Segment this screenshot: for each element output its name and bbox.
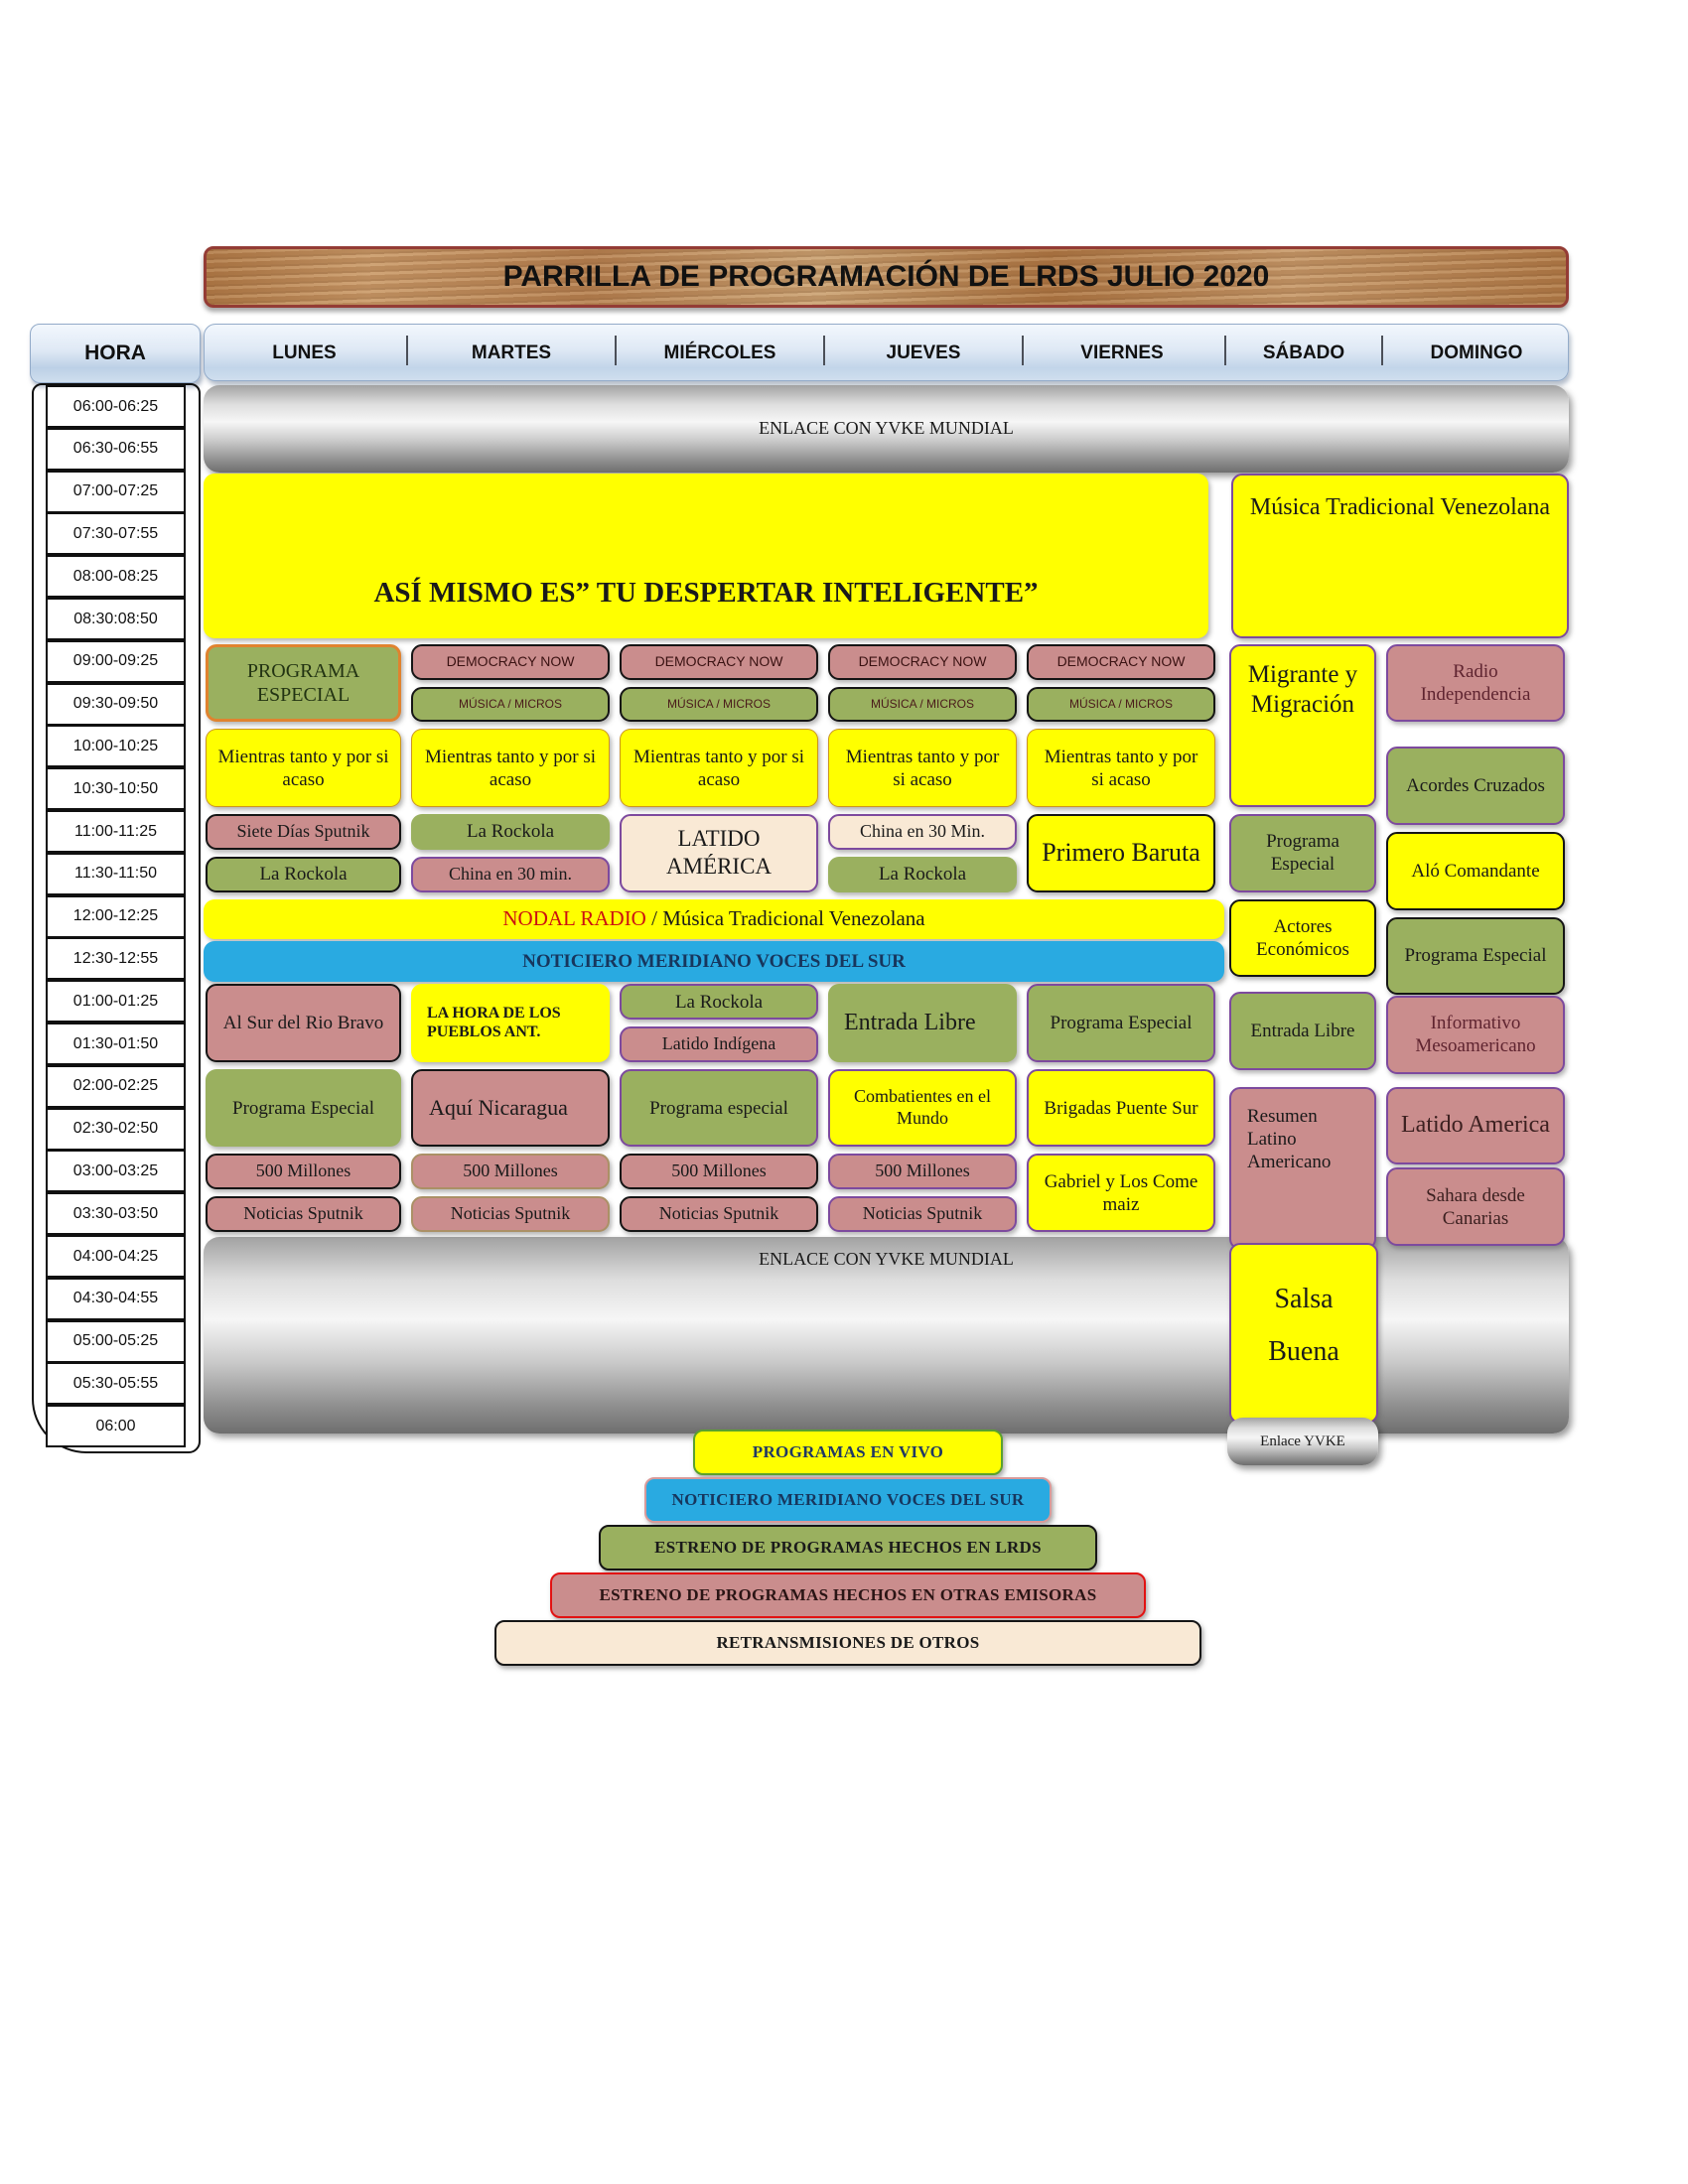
time-slot: 01:30-01:50 (46, 1023, 186, 1065)
mientras-tanto-mar: Mientras tanto y por si acaso (411, 729, 610, 807)
musica-micros-mie: MÚSICA / MICROS (620, 687, 818, 723)
day-header-lunes: LUNES (272, 342, 337, 363)
programa-especial-lun: PROGRAMA ESPECIAL (206, 644, 401, 723)
musica-micros-jue: MÚSICA / MICROS (828, 687, 1017, 723)
noticias-sputnik-mie: Noticias Sputnik (620, 1196, 818, 1232)
mientras-tanto-vie: Mientras tanto y por si acaso (1027, 729, 1215, 807)
mientras-tanto-lun: Mientras tanto y por si acaso (206, 729, 401, 807)
china-en-30-min-mar: China en 30 min. (411, 857, 610, 892)
resumen-latino-americano-sab: Resumen Latino Americano (1229, 1087, 1376, 1250)
legend-noticiero: NOTICIERO MERIDIANO VOCES DEL SUR (644, 1477, 1052, 1523)
noticiero-meridiano-bar: NOTICIERO MERIDIANO VOCES DEL SUR (204, 941, 1224, 982)
democracy-now-mie: DEMOCRACY NOW (620, 644, 818, 680)
time-slot: 10:00-10:25 (46, 725, 186, 767)
nodal-radio-bar-text: NODAL RADIO (502, 906, 652, 931)
legend-retrans: RETRANSMISIONES DE OTROS (494, 1620, 1201, 1666)
time-slot: 09:00-09:25 (46, 640, 186, 683)
time-slot: 11:30-11:50 (46, 853, 186, 895)
la-rockola-mar: La Rockola (411, 814, 610, 850)
entrada-libre-sab: Entrada Libre (1229, 992, 1376, 1070)
500-millones-jue: 500 Millones (828, 1154, 1017, 1189)
la-rockola-mie: La Rockola (620, 984, 818, 1020)
informativo-mesoamericano-dom: Informativo Mesoamericano (1386, 996, 1565, 1074)
time-slot: 05:30-05:55 (46, 1362, 186, 1405)
china-en-30-min-jue: China en 30 Min. (828, 814, 1017, 850)
time-slot: 06:00-06:25 (46, 385, 186, 428)
latido-indigena-mie: Latido Indígena (620, 1026, 818, 1062)
noticias-sputnik-jue: Noticias Sputnik (828, 1196, 1017, 1232)
day-header-martes: MARTES (471, 342, 552, 363)
gabriel-y-los-come-maiz-vie: Gabriel y Los Come maiz (1027, 1154, 1215, 1232)
time-slot: 02:30-02:50 (46, 1108, 186, 1151)
title-bar (204, 246, 1569, 308)
nodal-radio-bar (204, 899, 1224, 939)
time-slot: 09:30-09:50 (46, 683, 186, 726)
500-millones-mar: 500 Millones (411, 1154, 610, 1189)
latido-america-dom: Latido America (1386, 1087, 1565, 1165)
programa-especial-vie: Programa Especial (1027, 984, 1215, 1062)
radio-independencia-dom: Radio Independencia (1386, 644, 1565, 723)
time-slot: 01:00-01:25 (46, 980, 186, 1023)
alo-comandante-dom: Aló Comandante (1386, 832, 1565, 910)
al-sur-del-rio-bravo-lun: Al Sur del Rio Bravo (206, 984, 401, 1062)
acordes-cruzados-dom: Acordes Cruzados (1386, 747, 1565, 825)
page-title: PARRILLA DE PROGRAMACIÓN DE LRDS JULIO 2020 (502, 260, 1270, 293)
entrada-libre-jue: Entrada Libre (828, 984, 1017, 1062)
time-slot: 03:30-03:50 (46, 1192, 186, 1235)
time-slot: 04:30-04:55 (46, 1278, 186, 1320)
programa-especial-sab: Programa Especial (1229, 814, 1376, 892)
500-millones-lun: 500 Millones (206, 1154, 401, 1189)
noticias-sputnik-mar: Noticias Sputnik (411, 1196, 610, 1232)
mientras-tanto-jue: Mientras tanto y por si acaso (828, 729, 1017, 807)
enlace-yvke-sab: Enlace YVKE (1227, 1418, 1378, 1465)
musica-micros-vie: MÚSICA / MICROS (1027, 687, 1215, 723)
democracy-now-jue: DEMOCRACY NOW (828, 644, 1017, 680)
time-slot: 03:00-03:25 (46, 1150, 186, 1192)
day-header-sábado: SÁBADO (1262, 342, 1345, 363)
programa-especial-mie: Programa especial (620, 1069, 818, 1148)
day-header-separator (1022, 336, 1024, 365)
legend-otras: ESTRENO DE PROGRAMAS HECHOS EN OTRAS EMISORAS (550, 1572, 1146, 1618)
time-slot: 12:00-12:25 (46, 895, 186, 938)
primero-baruta-vie: Primero Baruta (1027, 814, 1215, 892)
democracy-now-mar: DEMOCRACY NOW (411, 644, 610, 680)
enlace-yvke-mundial-top: ENLACE CON YVKE MUNDIAL (204, 385, 1569, 473)
day-header-separator (823, 336, 825, 365)
day-header-jueves: JUEVES (886, 342, 961, 363)
asi-mismo-es-despertar: ASÍ MISMO ES” TU DESPERTAR INTELIGENTE” (204, 474, 1208, 638)
day-header-separator (406, 336, 408, 365)
time-slot: 08:00-08:25 (46, 555, 186, 598)
latido-america-mie: LATIDO AMÉRICA (620, 814, 818, 892)
mientras-tanto-mie: Mientras tanto y por si acaso (620, 729, 818, 807)
enlace-yvke-mundial-bottom: ENLACE CON YVKE MUNDIAL (204, 1237, 1569, 1433)
la-rockola-jue: La Rockola (828, 857, 1017, 892)
legend-lrds: ESTRENO DE PROGRAMAS HECHOS EN LRDS (599, 1525, 1097, 1570)
day-header-domingo: DOMINGO (1430, 342, 1523, 363)
noticias-sputnik-lun: Noticias Sputnik (206, 1196, 401, 1232)
combatientes-en-el-mundo-jue: Combatientes en el Mundo (828, 1069, 1017, 1148)
musica-micros-mar: MÚSICA / MICROS (411, 687, 610, 723)
day-header-separator (1381, 336, 1383, 365)
hora-header: HORA (30, 324, 201, 383)
brigadas-puente-sur-vie: Brigadas Puente Sur (1027, 1069, 1215, 1148)
time-slot: 10:30-10:50 (46, 767, 186, 810)
la-rockola-lun: La Rockola (206, 857, 401, 892)
migrante-y-migracion-sab: Migrante y Migración (1229, 644, 1376, 807)
time-slot: 02:00-02:25 (46, 1065, 186, 1108)
sahara-desde-canarias-dom: Sahara desde Canarias (1386, 1167, 1565, 1246)
time-slot: 12:30-12:55 (46, 937, 186, 980)
time-slot: 07:00-07:25 (46, 471, 186, 513)
time-slot: 06:00 (46, 1405, 186, 1447)
time-slot: 05:00-05:25 (46, 1320, 186, 1363)
la-hora-de-los-pueblos-mar: LA HORA DE LOS PUEBLOS ANT. (411, 984, 610, 1062)
musica-tradicional-venezolana-weekend: Música Tradicional Venezolana (1231, 474, 1569, 638)
time-slot: 06:30-06:55 (46, 428, 186, 471)
day-header-miércoles: MIÉRCOLES (663, 342, 776, 363)
time-slot: 07:30-07:55 (46, 512, 186, 555)
nodal-radio-bar-text: / Música Tradicional Venezolana (651, 906, 925, 931)
time-slot: 04:00-04:25 (46, 1235, 186, 1278)
day-header-separator (615, 336, 617, 365)
salsa-buena-sab: Salsa Buena (1229, 1243, 1378, 1424)
programa-especial-lun-tarde: Programa Especial (206, 1069, 401, 1148)
actores-economicos-sab: Actores Económicos (1229, 899, 1376, 978)
time-slot: 11:00-11:25 (46, 810, 186, 853)
programa-especial-dom: Programa Especial (1386, 917, 1565, 996)
day-header-separator (1224, 336, 1226, 365)
legend-live: PROGRAMAS EN VIVO (693, 1430, 1003, 1475)
siete-dias-sputnik-lun: Siete Días Sputnik (206, 814, 401, 850)
time-slot: 08:30:08:50 (46, 598, 186, 640)
500-millones-mie: 500 Millones (620, 1154, 818, 1189)
aqui-nicaragua-mar: Aquí Nicaragua (411, 1069, 610, 1148)
democracy-now-vie: DEMOCRACY NOW (1027, 644, 1215, 680)
day-header-viernes: VIERNES (1080, 342, 1164, 363)
